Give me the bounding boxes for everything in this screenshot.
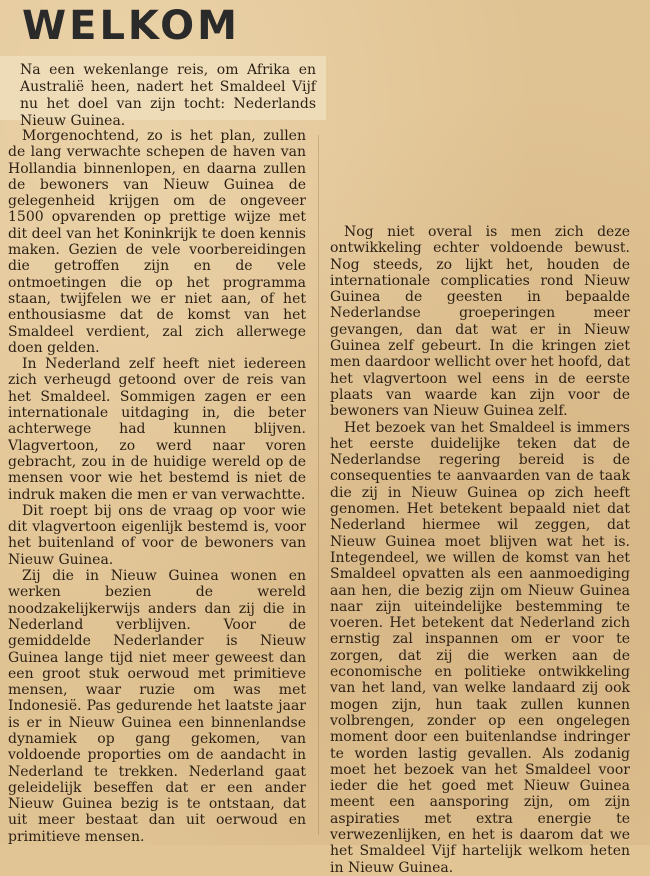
paragraph: Zij die in Nieuw Guinea wonen en werken bezien de wereld noodzakelijkerwijs anders dan zij die in Nederland verblijven. Voor de gemiddelde Nederlander is Nieuw Guinea lange tijd niet meer geweest dan een groot stuk oerwoud met primitieve mensen, waar ruzie om was met Indonesië. Pas gedurende het laatste jaar is er in Nieuw Guinea een binnenlandse dynamiek op gang gekomen, van voldoende proporties om de aandacht in Nederland te trekken. Nederland gaat geleidelijk beseffen dat er een ander Nieuw Guinea bezig is te ontstaan, dat uit meer bestaat dan uit oerwoud en primitieve mensen. — [8, 568, 306, 845]
paragraph: In Nederland zelf heeft niet iedereen zich verheugd getoond over de reis van het Smaldeel. Sommigen zagen er een internationale uitdaging in, die beter achterwege had kunnen blijven. Vlagvertoon, zo werd naar voren gebracht, zou in de huidige wereld op de mensen voor wie het bestemd is niet de indruk maken die men er van verwachtte. — [8, 356, 306, 503]
paragraph: Dit roept bij ons de vraag op voor wie dit vlagvertoon eigenlijk bestemd is, voor het buitenland of voor de bewoners van Nieuw Guinea. — [8, 502, 306, 568]
paragraph: Nog niet overal is men zich deze ontwikkeling echter voldoende bewust. Nog steeds, zo lijkt het, houden de internationale complicaties rond Nieuw Guinea de geesten in bepaalde Nederlandse groeperingen meer gevangen, dan dat wat er in Nieuw Guinea zelf gebeurt. In die kringen ziet men daardoor wellicht over het hoofd, dat het vlagvertoon wel eens in de eerste plaats van waarde kan zijn voor de bewoners van Nieuw Guinea zelf. — [330, 224, 630, 420]
bleed-through-text — [300, 0, 560, 12]
column-fold — [318, 135, 319, 835]
column-left — [8, 128, 306, 845]
lead-paragraph: Na een wekenlange reis, om Afrika en Australië heen, nadert het Smaldeel Vijf nu het doel van zijn tocht: Nederlands Nieuw Guinea. — [20, 62, 316, 129]
column-right — [330, 224, 630, 876]
headline: WELKOM — [22, 3, 240, 49]
paragraph: Het bezoek van het Smaldeel is immers het eerste duidelijke teken dat de Nederlandse regering bereid is de consequenties te aanvaarden van de taak die zij in Nieuw Guinea op zich heeft genomen. Het betekent bepaald niet dat Nederland hiermee wil zeggen, dat Nieuw Guinea moet blijven wat het is. Integendeel, we willen de komst van het Smaldeel opvatten als een aanmoediging aan hen, die bezig zijn om Nieuw Guinea naar zijn uiteindelijke bestemming te voeren. Het betekent dat Nederland zich ernstig zal inspannen om er voor te zorgen, dat zij die werken aan de economische en politieke ontwikkeling van het land, van welke landaard zij ook mogen zijn, hun taak zullen kunnen volbrengen, zonder op een ongelegen moment door een buitenlandse indringer te worden lastig gevallen. Als zodanig moet het bezoek van het Smaldeel voor ieder die het goed met Nieuw Guinea meent een aansporing zijn, om zijn aspiraties met extra energie te verwezenlijken, en het is daarom dat we het Smaldeel Vijf hartelijk welkom heten in Nieuw Guinea. — [330, 419, 630, 876]
paragraph: Morgenochtend, zo is het plan, zullen de lang verwachte schepen de haven van Hollandia binnenlopen, en daarna zullen de bewoners van Nieuw Guinea de gelegenheid krijgen om de ongeveer 1500 opvarenden op prettige wijze met dit deel van het Koninkrijk te doen kennis maken. Gezien de vele voorbereidingen die getroffen zijn en de vele ontmoetingen die op het programma staan, twijfelen we er niet aan, of het enthousiasme dat de komst van het Smaldeel verdient, zal zich allerwege doen gelden. — [8, 128, 306, 356]
